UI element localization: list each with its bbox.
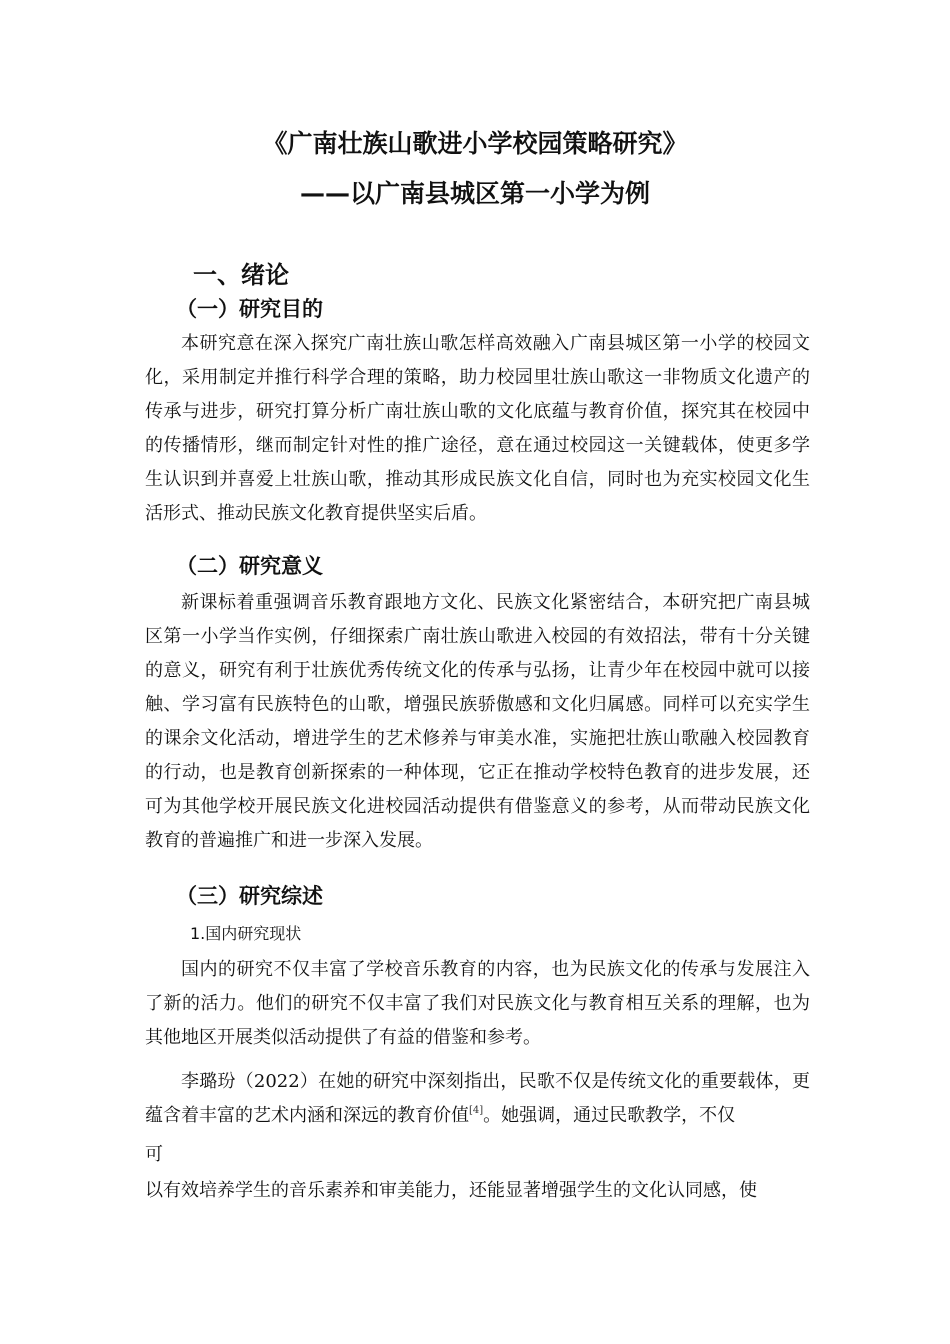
paragraph-continuation: 以有效培养学生的音乐素养和审美能力，还能显著增强学生的文化认同感，使 [145,1180,757,1201]
subsection-heading-review: （三）研究综述 [176,884,323,908]
paragraph-domestic-overview: 国内的研究不仅丰富了学校音乐教育的内容，也为民族文化的传承与发展注入了新的活力。他们的研究不仅丰富了我们对民族文化与教育相互关系的理解，也为其他地区开展类似活动提供了有益的借鉴和参考。 [145,959,810,1048]
citation-marker: [4] [469,1105,484,1116]
paragraph-significance: 新课标着重强调音乐教育跟地方文化、民族文化紧密结合，本研究把广南县城区第一小学当作实例，仔细探索广南壮族山歌进入校园的有效招法，带有十分关键的意义，研究有利于壮族优秀传统文化的传承与弘扬，让青少年在校园中就可以接触、学习富有民族特色的山歌，增强民族骄傲感和文化归属感。同样可以充实学生的课余文化活动，增进学生的艺术修养与审美水准，实施把壮族山歌融入校园教育的行动，也是教育创新探索的一种体现，它正在推动学校特色教育的进步发展，还可为其他学校开展民族文化进校园活动提供有借鉴意义的参考，从而带动民族文化教育的普遍推广和进一步深入发展。 [145,592,810,851]
paragraph-break-fragment: 可 [145,1144,163,1165]
paragraph-purpose: 本研究意在深入探究广南壮族山歌怎样高效融入广南县城区第一小学的校园文化，采用制定并推行科学合理的策略，助力校园里壮族山歌这一非物质文化遗产的传承与进步，研究打算分析广南壮族山歌的文化底蕴与教育价值，探究其在校园中的传播情形，继而制定针对性的推广途径，意在通过校园这一关键载体，使更多学生认识到并喜爱上壮族山歌，推动其形成民族文化自信，同时也为充实校园文化生活形式、推动民族文化教育提供坚实后盾。 [145,333,810,524]
document-subtitle: ——以广南县城区第一小学为例 [299,179,650,208]
paragraph-li-lufen [145,1065,810,1133]
document-title: 《广南壮族山歌进小学校园策略研究》 [262,129,688,158]
section-heading-introduction: 一、绪论 [193,261,289,289]
subsection-heading-significance: （二）研究意义 [176,554,323,578]
item-heading-domestic-research: 1.国内研究现状 [190,924,302,943]
subsection-heading-purpose: （一）研究目的 [176,297,323,321]
paragraph-li-lufen-text: 李璐玢（2022）在她的研究中深刻指出，民歌不仅是传统文化的重要载体，更蕴含着丰富的艺术内涵和深远的教育价值 [145,1071,810,1126]
paragraph-li-lufen-text-cont: 。她强调，通过民歌教学，不仅 [483,1105,736,1126]
